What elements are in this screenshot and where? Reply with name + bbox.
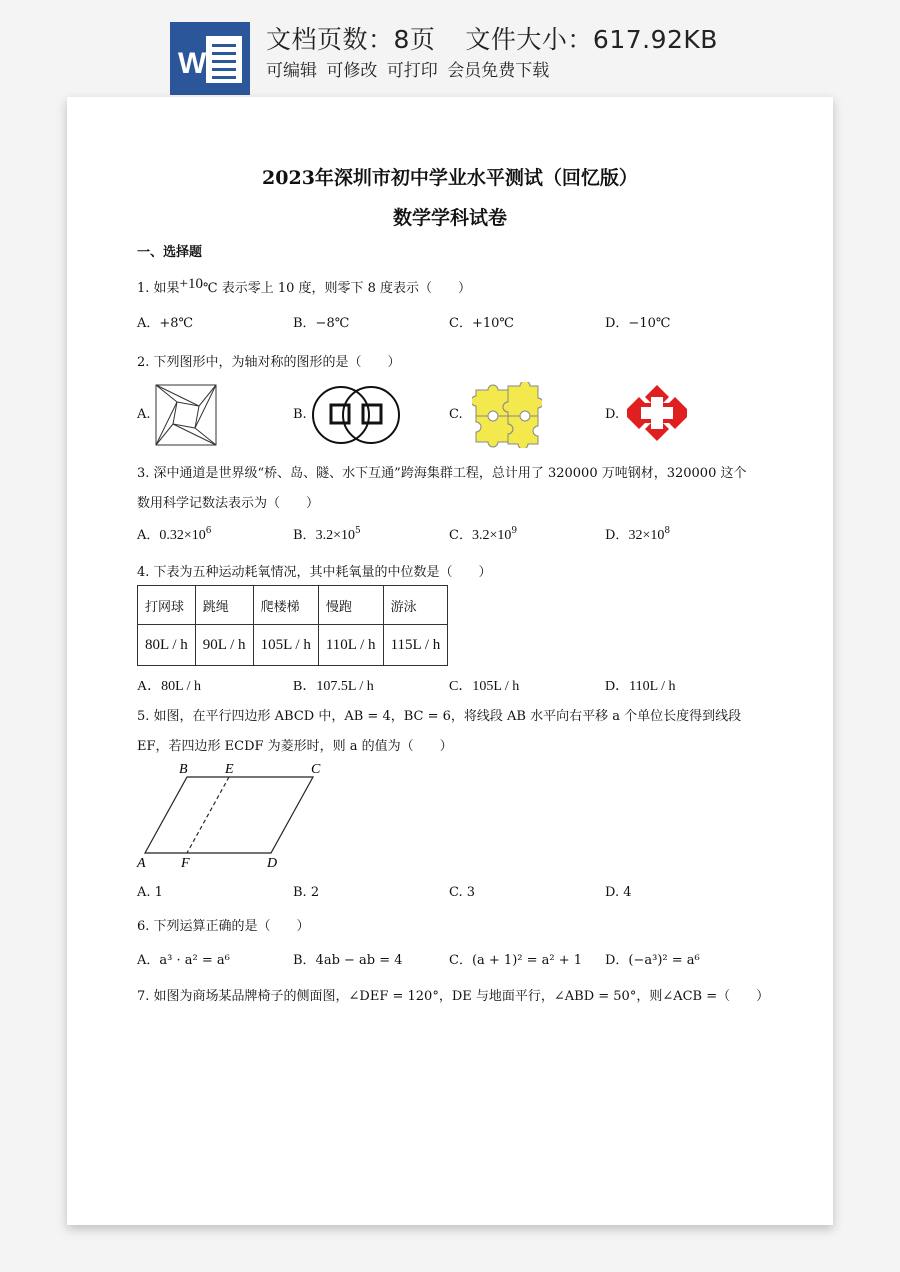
- feature-line: 可编辑 可修改 可打印 会员免费下载: [266, 61, 550, 81]
- table-header-cell: 打网球: [138, 586, 196, 625]
- q6-option-c: C．(a + 1)² = a² + 1: [449, 953, 583, 968]
- red-cross-figure: [625, 383, 689, 443]
- parallelogram-figure: [135, 759, 335, 871]
- q4-option-d: D．110L / h: [605, 679, 676, 694]
- q5-option-a: A. 1: [137, 885, 163, 900]
- document-info-header: [0, 0, 900, 96]
- oxygen-consumption-table: [137, 585, 448, 666]
- q4-option-b: B．107.5L / h: [293, 679, 374, 694]
- file-size: 文件大小：617.92KB: [465, 25, 718, 54]
- q3-option-b: B．$3.2\times 10^5$: [293, 526, 361, 543]
- q4-option-a: A．80L / h: [137, 679, 202, 694]
- table-cell: 90L / h: [195, 625, 253, 666]
- question-5-line-2: EF，若四边形 ECDF 为菱形时，则 a 的值为（ ）: [137, 739, 453, 754]
- q2-label-d: D.: [605, 407, 620, 422]
- table-header-cell: 爬楼梯: [253, 586, 318, 625]
- word-doc-icon: [170, 22, 250, 95]
- table-header-cell: 慢跑: [318, 586, 383, 625]
- q3-option-a: A．$0.32\times 10^6$: [137, 526, 212, 543]
- question-4: 4. 下表为五种运动耗氧情况，其中耗氧量的中位数是（ ）: [137, 565, 492, 580]
- svg-text:B: B: [179, 762, 188, 777]
- svg-text:F: F: [181, 856, 190, 871]
- q4-option-c: C．105L / h: [449, 679, 520, 694]
- q2-label-c: C.: [449, 407, 463, 422]
- table-cell: 105L / h: [253, 625, 318, 666]
- table-header-row: [138, 586, 448, 625]
- q1-option-a: A．+8℃: [137, 316, 194, 331]
- svg-text:A: A: [137, 856, 146, 871]
- doc-title: 2023年深圳市初中学业水平测试（回忆版）: [262, 167, 638, 189]
- question-3-line-2: 数用科学记数法表示为（ ）: [137, 496, 320, 511]
- q2-label-b: B.: [293, 407, 307, 422]
- q5-option-b: B. 2: [293, 885, 320, 900]
- q6-option-b: B．4ab − ab = 4: [293, 953, 403, 968]
- svg-text:C: C: [311, 762, 321, 777]
- q3-option-d: D．$32\times 10^8$: [605, 526, 671, 543]
- question-2: 2. 下列图形中，为轴对称的图形的是（ ）: [137, 355, 401, 370]
- q2-label-a: A.: [137, 407, 151, 422]
- question-6: 6. 下列运算正确的是（ ）: [137, 919, 310, 934]
- file-meta-line: [266, 20, 718, 56]
- table-cell: 110L / h: [318, 625, 383, 666]
- q5-option-c: C. 3: [449, 885, 476, 900]
- section-heading: 一、选择题: [137, 245, 203, 260]
- q3-option-c: C．$3.2\times 10^9$: [449, 526, 518, 543]
- question-1: 1. 如果+10℃ 表示零上 10 度，则零下 8 度表示（ ）: [137, 276, 472, 296]
- document-page: [67, 97, 833, 1225]
- doc-subtitle: 数学学科试卷: [392, 207, 507, 229]
- q5-option-d: D. 4: [605, 885, 632, 900]
- svg-text:D: D: [267, 856, 278, 871]
- table-header-cell: 游泳: [383, 586, 448, 625]
- q1-option-d: D．−10℃: [605, 316, 671, 331]
- q1-option-c: C．+10℃: [449, 316, 514, 331]
- q6-option-d: D．(−a³)² = a⁶: [605, 953, 700, 968]
- table-header-cell: 跳绳: [195, 586, 253, 625]
- question-3-line-1: 3. 深中通道是世界级“桥、岛、隧、水下互通”跨海集群工程，总计用了 320000 万吨钢材，320000 这个: [137, 466, 747, 481]
- svg-text:E: E: [225, 762, 234, 777]
- table-row: [138, 625, 448, 666]
- pinwheel-square-figure: [155, 384, 217, 446]
- table-cell: 115L / h: [383, 625, 448, 666]
- q6-option-a: A．a³ · a² = a⁶: [137, 953, 230, 968]
- q1-option-b: B．−8℃: [293, 316, 350, 331]
- coin-rings-figure: [310, 384, 402, 446]
- svg-text:W: W: [178, 47, 207, 80]
- puzzle-pieces-figure: [472, 382, 542, 448]
- question-7: 7. 如图为商场某品牌椅子的侧面图，∠DEF = 120°，DE 与地面平行，∠ABD = 50°，则∠ACB =（ ）: [137, 989, 770, 1004]
- table-cell: 80L / h: [138, 625, 196, 666]
- question-5-line-1: 5. 如图，在平行四边形 ABCD 中，AB = 4，BC = 6，将线段 AB 水平向右平移 a 个单位长度得到线段: [137, 709, 742, 724]
- page-count: 文档页数：8页: [266, 25, 436, 54]
